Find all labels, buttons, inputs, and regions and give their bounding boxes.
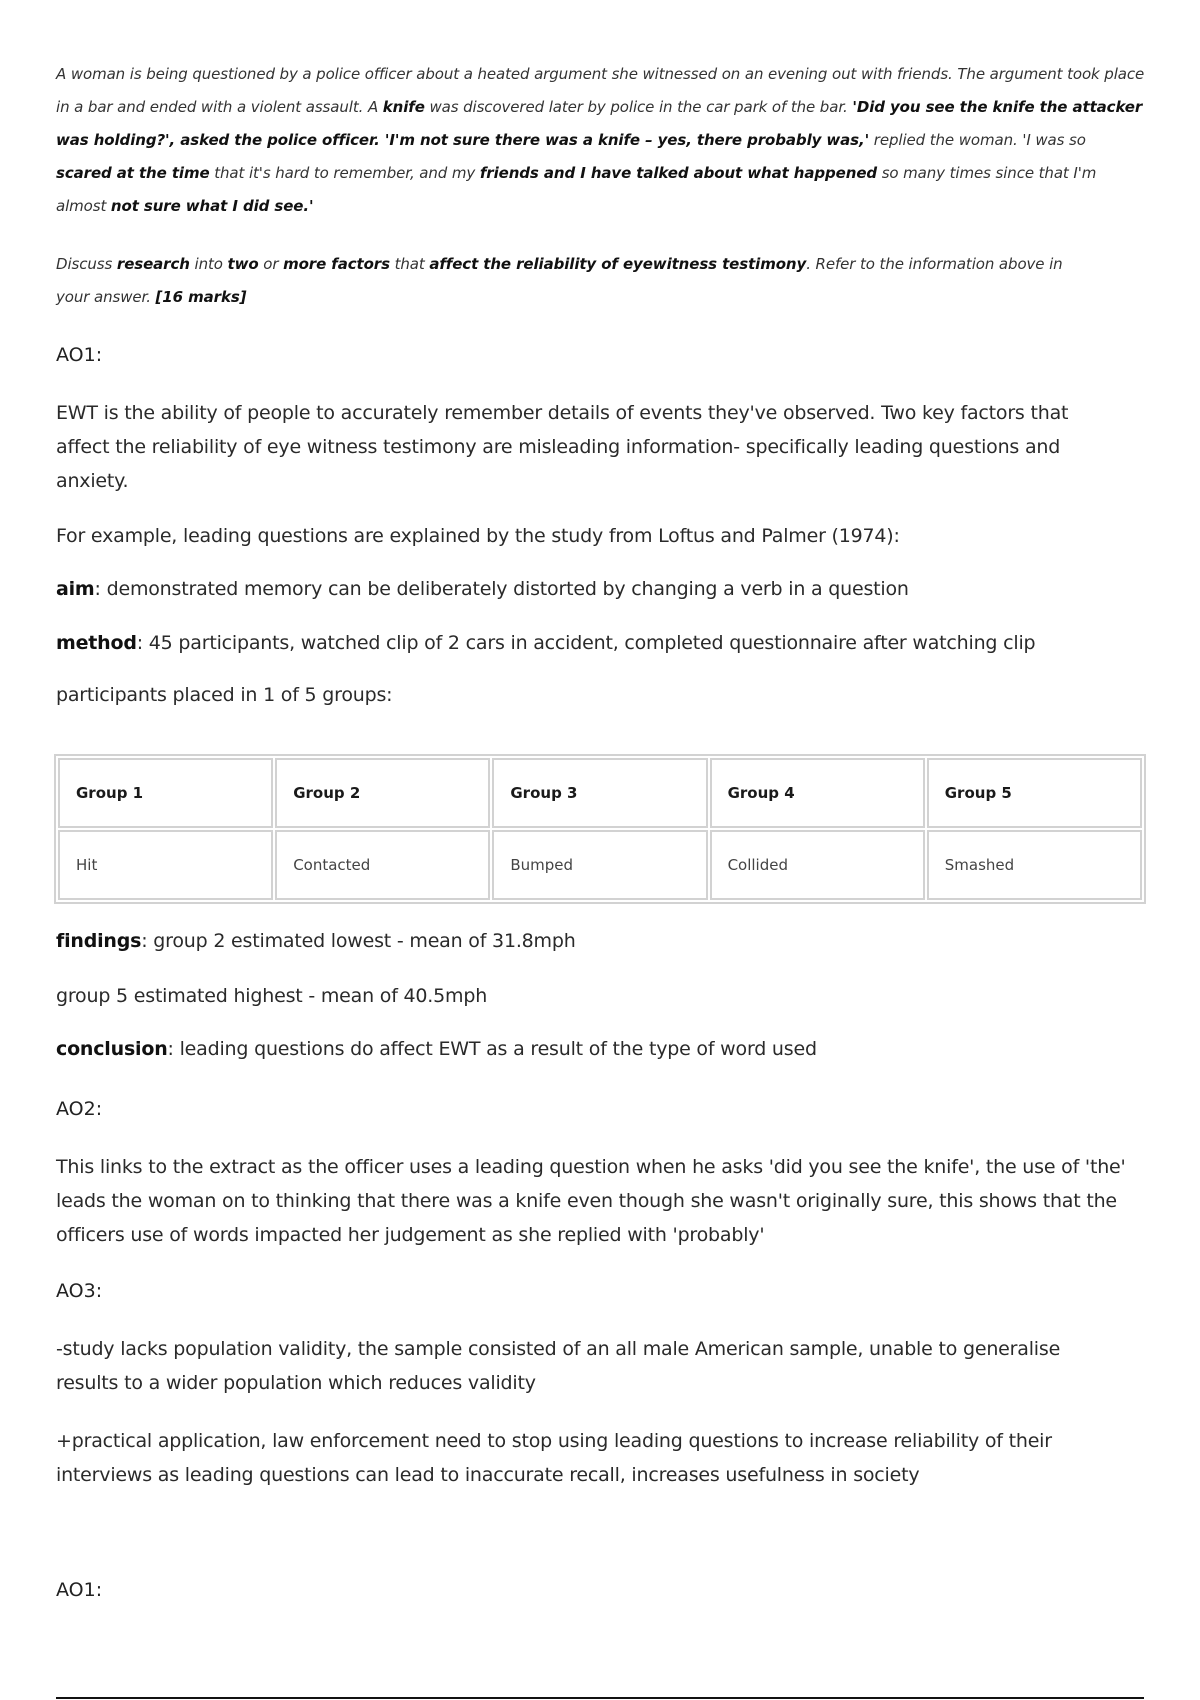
question-text: Discuss research into two or more factors that affect the reliability of eyewitness testimony. Refer to the information above in your answer. [16 marks] (56, 255, 1063, 306)
ao3-heading: AO3: (56, 1280, 103, 1302)
groups-table-wrapper (56, 754, 1146, 904)
table-header-cell: Group 1 (58, 758, 273, 828)
ao1-heading-2: AO1: (56, 1579, 103, 1601)
method-line: method: 45 participants, watched clip of 2 cars in accident, completed questionnaire after watching clip (56, 632, 1036, 654)
table-header-cell: Group 2 (275, 758, 490, 828)
groups-intro: participants placed in 1 of 5 groups: (56, 684, 393, 706)
table-header-cell: Group 4 (710, 758, 925, 828)
table-header-row (58, 758, 1142, 828)
ao3-point-2: +practical application, law enforcement need to stop using leading questions to increase reliability of their interviews as leading questions can lead to inaccurate recall, increases usefulness in society (56, 1430, 1052, 1486)
table-cell: Bumped (492, 830, 707, 900)
scenario-text: A woman is being questioned by a police officer about a heated argument she witnessed on an evening out with friends. The argument took place in a bar and ended with a violent assault. A knife was discovered later by police in the car park of the bar. 'Did you see the knife the attacker was holding?', asked the police officer. 'I'm not sure there was a knife – yes, there probably was,' replied the woman. 'I was so scared at the time that it's hard to remember, and my friends and I have talked about what happened so many times since that I'm almost not sure what I did see.' (56, 65, 1145, 215)
findings-line-2: group 5 estimated highest - mean of 40.5mph (56, 985, 488, 1007)
example-paragraph: For example, leading questions are explained by the study from Loftus and Palmer (1974): (56, 525, 900, 547)
ao2-heading: AO2: (56, 1098, 103, 1120)
table-cell: Hit (58, 830, 273, 900)
ao2-paragraph: This links to the extract as the officer uses a leading question when he asks 'did you see the knife', the use of 'the' leads the woman on to thinking that there was a knife even though she wasn't originally sure, this shows that the officers use of words impacted her judgement as she replied with 'probably' (56, 1156, 1126, 1246)
table-cell: Collided (710, 830, 925, 900)
table-cell: Smashed (927, 830, 1142, 900)
aim-line: aim: demonstrated memory can be deliberately distorted by changing a verb in a question (56, 578, 909, 600)
ao1-heading: AO1: (56, 344, 103, 366)
bottom-divider (56, 1697, 1144, 1699)
table-row (58, 830, 1142, 900)
table-header-cell: Group 5 (927, 758, 1142, 828)
table-header-cell: Group 3 (492, 758, 707, 828)
table-cell: Contacted (275, 830, 490, 900)
findings-line: findings: group 2 estimated lowest - mean of 31.8mph (56, 930, 576, 952)
groups-table (54, 754, 1146, 904)
ao3-point-1: -study lacks population validity, the sample consisted of an all male American sample, unable to generalise results to a wider population which reduces validity (56, 1338, 1061, 1394)
conclusion-line: conclusion: leading questions do affect EWT as a result of the type of word used (56, 1038, 817, 1060)
intro-paragraph: EWT is the ability of people to accurately remember details of events they've observed. Two key factors that affect the reliability of eye witness testimony are misleading information- specifically leading questions and anxiety. (56, 402, 1069, 492)
